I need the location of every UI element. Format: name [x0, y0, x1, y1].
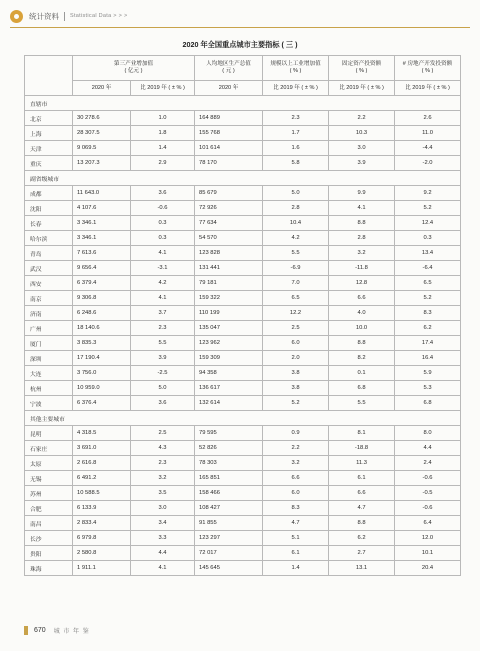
table-title: 2020 年全国重点城市主要指标 ( 三 ) [182, 40, 298, 49]
cell-services-growth: 4.1 [131, 291, 195, 306]
subheader: 比 2019 年 ( ± % ) [131, 81, 195, 96]
table-row [25, 306, 461, 321]
cell-fixed-invest-growth: 3.0 [329, 141, 395, 156]
cell-industry-growth: 1.6 [263, 141, 329, 156]
cell-gdp-per-capita: 123 962 [195, 336, 263, 351]
cell-services-value-2020: 3 835.3 [73, 336, 131, 351]
header-col-4: # 房地产开发投资额 ( % ) [395, 56, 461, 81]
subheader: 2020 年 [195, 81, 263, 96]
cell-realestate-invest-growth: 17.4 [395, 336, 461, 351]
cell-realestate-invest-growth: 4.4 [395, 441, 461, 456]
table-row [25, 336, 461, 351]
cell-fixed-invest-growth: 6.6 [329, 486, 395, 501]
cell-fixed-invest-growth: 3.9 [329, 156, 395, 171]
footer-title: 城 市 年 鉴 [53, 629, 90, 635]
cell-industry-growth: 6.6 [263, 471, 329, 486]
cell-services-value-2020: 13 207.3 [73, 156, 131, 171]
cell-realestate-invest-growth: 12.0 [395, 531, 461, 546]
cell-realestate-invest-growth: 16.4 [395, 351, 461, 366]
cell-city: 苏州 [25, 486, 73, 501]
cell-realestate-invest-growth: -0.5 [395, 486, 461, 501]
header-col-1: 人均地区生产总值 ( 元 ) [195, 56, 263, 81]
group-label: 副省级城市 [25, 171, 461, 186]
cell-city: 厦门 [25, 336, 73, 351]
table-row [25, 291, 461, 306]
cell-services-value-2020: 2 616.8 [73, 456, 131, 471]
cell-city: 哈尔滨 [25, 231, 73, 246]
cell-gdp-per-capita: 145 645 [195, 561, 263, 576]
group-row [25, 96, 461, 111]
cell-services-value-2020: 9 656.4 [73, 261, 131, 276]
cell-fixed-invest-growth: 12.8 [329, 276, 395, 291]
cell-realestate-invest-growth: 8.0 [395, 426, 461, 441]
cell-fixed-invest-growth: 6.1 [329, 471, 395, 486]
cell-city: 珠海 [25, 561, 73, 576]
table-row [25, 351, 461, 366]
subheader: 比 2019 年 ( ± % ) [329, 81, 395, 96]
cell-services-growth: 5.0 [131, 381, 195, 396]
header-city [25, 56, 73, 96]
cell-services-value-2020: 6 248.6 [73, 306, 131, 321]
cell-fixed-invest-growth: 5.5 [329, 396, 395, 411]
cell-industry-growth: 4.7 [263, 516, 329, 531]
cell-gdp-per-capita: 132 614 [195, 396, 263, 411]
cell-industry-growth: 6.1 [263, 546, 329, 561]
cell-realestate-invest-growth: 12.4 [395, 216, 461, 231]
cell-services-value-2020: 4 318.5 [73, 426, 131, 441]
cell-services-growth: 4.1 [131, 561, 195, 576]
cell-fixed-invest-growth: 2.7 [329, 546, 395, 561]
table-row [25, 501, 461, 516]
cell-realestate-invest-growth: 9.2 [395, 186, 461, 201]
cell-fixed-invest-growth: 8.8 [329, 336, 395, 351]
cell-services-growth: 0.3 [131, 216, 195, 231]
cell-fixed-invest-growth: 4.0 [329, 306, 395, 321]
cell-services-growth: 3.9 [131, 351, 195, 366]
cell-realestate-invest-growth: 11.0 [395, 126, 461, 141]
cell-industry-growth: 5.1 [263, 531, 329, 546]
cell-city: 石家庄 [25, 441, 73, 456]
cell-services-growth: 2.9 [131, 156, 195, 171]
cell-city: 广州 [25, 321, 73, 336]
cell-services-value-2020: 10 959.0 [73, 381, 131, 396]
cell-gdp-per-capita: 110 199 [195, 306, 263, 321]
group-label: 直辖市 [25, 96, 461, 111]
cell-gdp-per-capita: 159 322 [195, 291, 263, 306]
cell-services-value-2020: 2 833.4 [73, 516, 131, 531]
cell-industry-growth: -6.9 [263, 261, 329, 276]
cell-industry-growth: 1.4 [263, 561, 329, 576]
cell-realestate-invest-growth: 5.2 [395, 291, 461, 306]
cell-industry-growth: 2.2 [263, 441, 329, 456]
cell-city: 济南 [25, 306, 73, 321]
cell-fixed-invest-growth: 9.9 [329, 186, 395, 201]
cell-services-value-2020: 9 306.8 [73, 291, 131, 306]
header-divider [64, 12, 65, 21]
table-row [25, 396, 461, 411]
table-row [25, 246, 461, 261]
table-row [25, 381, 461, 396]
cell-city: 南昌 [25, 516, 73, 531]
cell-city: 大连 [25, 366, 73, 381]
cell-services-growth: 3.7 [131, 306, 195, 321]
cell-gdp-per-capita: 101 614 [195, 141, 263, 156]
cell-industry-growth: 6.0 [263, 336, 329, 351]
table-row [25, 231, 461, 246]
cell-industry-growth: 2.0 [263, 351, 329, 366]
cell-gdp-per-capita: 131 441 [195, 261, 263, 276]
cell-gdp-per-capita: 165 851 [195, 471, 263, 486]
cell-realestate-invest-growth: -0.6 [395, 501, 461, 516]
cell-industry-growth: 6.0 [263, 486, 329, 501]
cell-city: 北京 [25, 111, 73, 126]
cell-city: 长沙 [25, 531, 73, 546]
cell-city: 武汉 [25, 261, 73, 276]
cell-industry-growth: 3.8 [263, 366, 329, 381]
table-row [25, 471, 461, 486]
cell-city: 太原 [25, 456, 73, 471]
header-col-3: 固定资产投资额 ( % ) [329, 56, 395, 81]
cell-realestate-invest-growth: 13.4 [395, 246, 461, 261]
cell-services-value-2020: 18 140.6 [73, 321, 131, 336]
table-row [25, 441, 461, 456]
cell-realestate-invest-growth: 5.2 [395, 201, 461, 216]
cell-services-growth: 2.3 [131, 456, 195, 471]
cell-realestate-invest-growth: 2.4 [395, 456, 461, 471]
cell-services-growth: 5.5 [131, 336, 195, 351]
cell-gdp-per-capita: 136 617 [195, 381, 263, 396]
cell-realestate-invest-growth: 8.3 [395, 306, 461, 321]
cell-fixed-invest-growth: 6.6 [329, 291, 395, 306]
cell-services-growth: 3.6 [131, 396, 195, 411]
cell-services-value-2020: 1 911.1 [73, 561, 131, 576]
cell-realestate-invest-growth: 6.5 [395, 276, 461, 291]
cell-fixed-invest-growth: 10.3 [329, 126, 395, 141]
cell-services-value-2020: 28 307.5 [73, 126, 131, 141]
cell-fixed-invest-growth: 2.8 [329, 231, 395, 246]
cell-industry-growth: 5.8 [263, 156, 329, 171]
cell-fixed-invest-growth: 0.1 [329, 366, 395, 381]
table-row [25, 486, 461, 501]
cell-industry-growth: 1.7 [263, 126, 329, 141]
cell-city: 南京 [25, 291, 73, 306]
table-body [25, 96, 461, 576]
cell-services-growth: 4.2 [131, 276, 195, 291]
cell-services-growth: 4.3 [131, 441, 195, 456]
cell-industry-growth: 7.0 [263, 276, 329, 291]
cell-city: 杭州 [25, 381, 73, 396]
cell-services-value-2020: 30 278.6 [73, 111, 131, 126]
cell-services-value-2020: 17 190.4 [73, 351, 131, 366]
cell-fixed-invest-growth: 3.2 [329, 246, 395, 261]
cell-city: 合肥 [25, 501, 73, 516]
cell-gdp-per-capita: 91 855 [195, 516, 263, 531]
table-row [25, 216, 461, 231]
cell-services-value-2020: 6 979.8 [73, 531, 131, 546]
cell-city: 昆明 [25, 426, 73, 441]
section-label: 统计资料 [29, 11, 59, 21]
cell-industry-growth: 4.2 [263, 231, 329, 246]
cell-city: 上海 [25, 126, 73, 141]
header-col-0: 第三产业增加值 ( 亿元 ) [73, 56, 195, 81]
cell-gdp-per-capita: 135 047 [195, 321, 263, 336]
section-label-en: Statistical Data > > > [70, 13, 128, 19]
page-header [10, 8, 470, 24]
section-logo-icon [10, 10, 23, 23]
cell-realestate-invest-growth: 2.6 [395, 111, 461, 126]
cell-services-growth: 1.0 [131, 111, 195, 126]
cell-gdp-per-capita: 78 303 [195, 456, 263, 471]
cell-gdp-per-capita: 123 297 [195, 531, 263, 546]
cell-services-value-2020: 3 346.1 [73, 216, 131, 231]
cell-industry-growth: 2.3 [263, 111, 329, 126]
cell-services-value-2020: 7 613.6 [73, 246, 131, 261]
cell-gdp-per-capita: 72 017 [195, 546, 263, 561]
cell-industry-growth: 12.2 [263, 306, 329, 321]
cell-gdp-per-capita: 77 634 [195, 216, 263, 231]
cell-industry-growth: 6.5 [263, 291, 329, 306]
footer-mark [24, 626, 28, 635]
cell-city: 沈阳 [25, 201, 73, 216]
table-row [25, 366, 461, 381]
table-row [25, 561, 461, 576]
table-row [25, 516, 461, 531]
table-row [25, 426, 461, 441]
page-footer [24, 626, 90, 635]
cell-realestate-invest-growth: 5.9 [395, 366, 461, 381]
table-row [25, 201, 461, 216]
cell-services-growth: 4.4 [131, 546, 195, 561]
cell-realestate-invest-growth: -0.6 [395, 471, 461, 486]
table-row [25, 111, 461, 126]
cell-services-value-2020: 6 133.9 [73, 501, 131, 516]
cell-industry-growth: 5.5 [263, 246, 329, 261]
cell-services-value-2020: 3 346.1 [73, 231, 131, 246]
cell-services-growth: 3.5 [131, 486, 195, 501]
cell-industry-growth: 5.2 [263, 396, 329, 411]
cell-services-value-2020: 3 691.0 [73, 441, 131, 456]
cell-services-growth: -3.1 [131, 261, 195, 276]
group-row [25, 171, 461, 186]
cell-industry-growth: 3.8 [263, 381, 329, 396]
cell-fixed-invest-growth: 6.8 [329, 381, 395, 396]
cell-services-value-2020: 11 643.0 [73, 186, 131, 201]
cell-services-growth: 3.2 [131, 471, 195, 486]
cell-services-value-2020: 9 069.5 [73, 141, 131, 156]
cell-city: 贵阳 [25, 546, 73, 561]
cell-services-growth: 3.4 [131, 516, 195, 531]
table-row [25, 321, 461, 336]
subheader: 2020 年 [73, 81, 131, 96]
cell-fixed-invest-growth: 8.8 [329, 516, 395, 531]
cell-city: 青岛 [25, 246, 73, 261]
cell-services-growth: 3.0 [131, 501, 195, 516]
cell-gdp-per-capita: 159 309 [195, 351, 263, 366]
cell-gdp-per-capita: 85 679 [195, 186, 263, 201]
cell-realestate-invest-growth: 20.4 [395, 561, 461, 576]
cell-realestate-invest-growth: -6.4 [395, 261, 461, 276]
cell-gdp-per-capita: 79 181 [195, 276, 263, 291]
cell-realestate-invest-growth: 0.3 [395, 231, 461, 246]
cell-fixed-invest-growth: 2.2 [329, 111, 395, 126]
header-rule [10, 27, 470, 28]
cell-realestate-invest-growth: -2.0 [395, 156, 461, 171]
table-row [25, 546, 461, 561]
cell-gdp-per-capita: 54 570 [195, 231, 263, 246]
cell-industry-growth: 5.0 [263, 186, 329, 201]
cell-city: 成都 [25, 186, 73, 201]
page-number: 670 [34, 627, 46, 634]
cell-services-value-2020: 10 588.5 [73, 486, 131, 501]
cell-fixed-invest-growth: 8.8 [329, 216, 395, 231]
cell-fixed-invest-growth: 13.1 [329, 561, 395, 576]
cell-city: 无锡 [25, 471, 73, 486]
cell-gdp-per-capita: 94 358 [195, 366, 263, 381]
cell-realestate-invest-growth: 6.2 [395, 321, 461, 336]
cell-services-growth: 2.3 [131, 321, 195, 336]
cell-services-value-2020: 6 379.4 [73, 276, 131, 291]
cell-realestate-invest-growth: -4.4 [395, 141, 461, 156]
table-row [25, 156, 461, 171]
header-col-2: 规模以上工业增加值 ( % ) [263, 56, 329, 81]
cell-fixed-invest-growth: 8.2 [329, 351, 395, 366]
cell-city: 宁波 [25, 396, 73, 411]
cell-services-growth: -0.6 [131, 201, 195, 216]
cell-industry-growth: 8.3 [263, 501, 329, 516]
cell-city: 长春 [25, 216, 73, 231]
cell-industry-growth: 10.4 [263, 216, 329, 231]
cell-fixed-invest-growth: 10.0 [329, 321, 395, 336]
cell-services-value-2020: 6 491.2 [73, 471, 131, 486]
cell-realestate-invest-growth: 10.1 [395, 546, 461, 561]
cell-city: 重庆 [25, 156, 73, 171]
cell-fixed-invest-growth: 11.3 [329, 456, 395, 471]
table-row [25, 276, 461, 291]
cell-services-growth: 3.6 [131, 186, 195, 201]
table-row [25, 531, 461, 546]
cell-city: 深圳 [25, 351, 73, 366]
cell-fixed-invest-growth: -11.8 [329, 261, 395, 276]
cell-services-growth: 1.4 [131, 141, 195, 156]
cell-industry-growth: 0.9 [263, 426, 329, 441]
subheader: 比 2019 年 ( ± % ) [263, 81, 329, 96]
table-row [25, 126, 461, 141]
cell-services-value-2020: 4 107.6 [73, 201, 131, 216]
subheader: 比 2019 年 ( ± % ) [395, 81, 461, 96]
table-row [25, 261, 461, 276]
table-row [25, 456, 461, 471]
cell-gdp-per-capita: 79 595 [195, 426, 263, 441]
cell-fixed-invest-growth: -18.8 [329, 441, 395, 456]
cell-realestate-invest-growth: 6.8 [395, 396, 461, 411]
group-label: 其他主要城市 [25, 411, 461, 426]
cell-fixed-invest-growth: 8.1 [329, 426, 395, 441]
cell-gdp-per-capita: 164 889 [195, 111, 263, 126]
cell-services-growth: 1.8 [131, 126, 195, 141]
cell-services-value-2020: 6 376.4 [73, 396, 131, 411]
cell-industry-growth: 2.5 [263, 321, 329, 336]
table-row [25, 186, 461, 201]
cell-services-growth: 3.3 [131, 531, 195, 546]
cell-services-growth: 4.1 [131, 246, 195, 261]
cell-gdp-per-capita: 155 768 [195, 126, 263, 141]
cell-gdp-per-capita: 72 926 [195, 201, 263, 216]
group-row [25, 411, 461, 426]
cell-industry-growth: 2.8 [263, 201, 329, 216]
cell-industry-growth: 3.2 [263, 456, 329, 471]
cell-gdp-per-capita: 108 427 [195, 501, 263, 516]
cell-fixed-invest-growth: 6.2 [329, 531, 395, 546]
cell-realestate-invest-growth: 6.4 [395, 516, 461, 531]
cell-services-growth: 0.3 [131, 231, 195, 246]
cell-services-value-2020: 2 580.8 [73, 546, 131, 561]
cell-city: 天津 [25, 141, 73, 156]
cell-services-growth: 2.5 [131, 426, 195, 441]
cell-services-growth: -2.5 [131, 366, 195, 381]
cell-city: 西安 [25, 276, 73, 291]
cell-gdp-per-capita: 78 170 [195, 156, 263, 171]
cell-services-value-2020: 3 756.0 [73, 366, 131, 381]
cell-gdp-per-capita: 158 466 [195, 486, 263, 501]
cell-fixed-invest-growth: 4.1 [329, 201, 395, 216]
cell-gdp-per-capita: 123 828 [195, 246, 263, 261]
cell-realestate-invest-growth: 5.3 [395, 381, 461, 396]
table-row [25, 141, 461, 156]
cell-gdp-per-capita: 52 826 [195, 441, 263, 456]
indicator-table [24, 55, 461, 576]
cell-fixed-invest-growth: 4.7 [329, 501, 395, 516]
